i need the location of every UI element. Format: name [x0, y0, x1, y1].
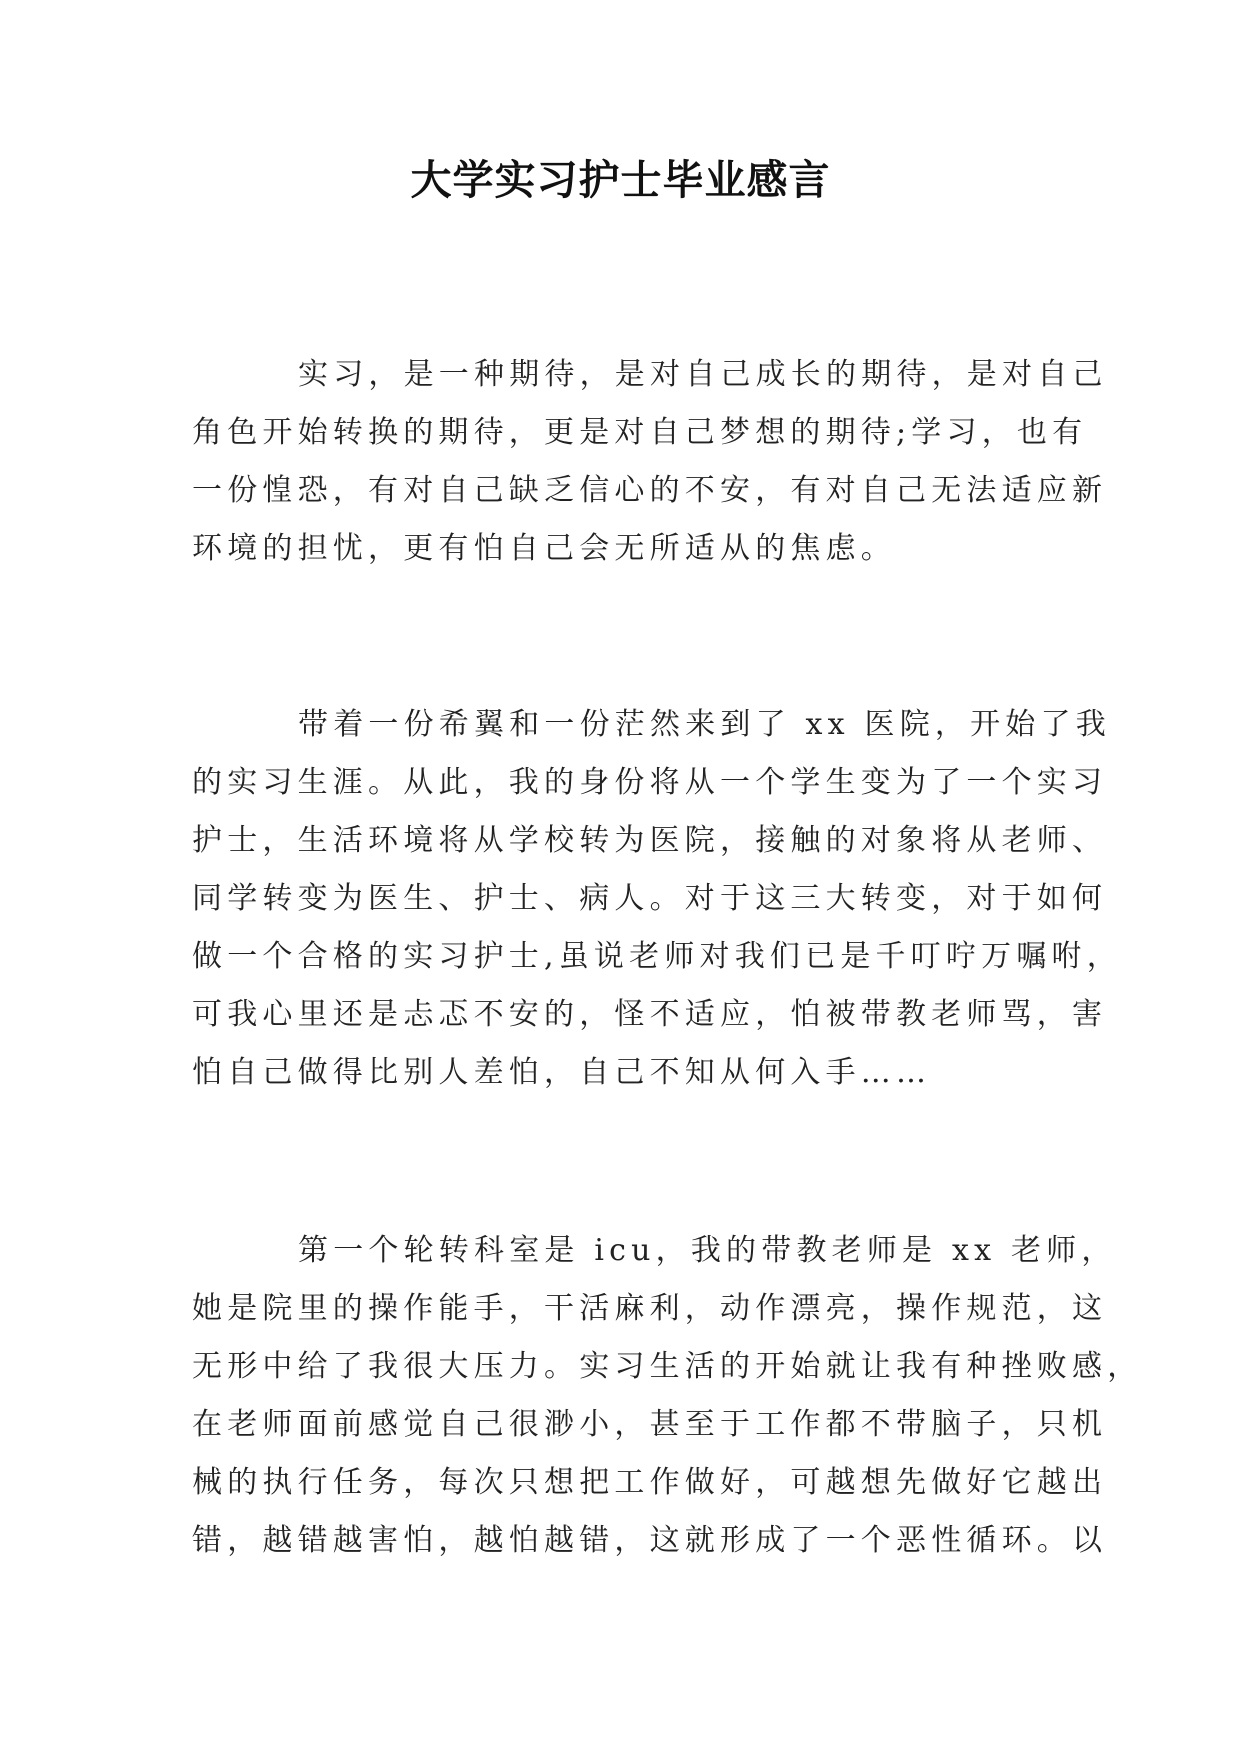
- paragraph-line: 做一个合格的实习护士,虽说老师对我们已是千叮咛万嘱咐，: [192, 939, 1122, 974]
- paragraph-line: 带着一份希翼和一份茫然来到了 xx 医院，开始了我: [298, 707, 1111, 742]
- paragraph-line: 环境的担忧，更有怕自己会无所适从的焦虑。: [192, 531, 896, 566]
- paragraph-line: 第一个轮转科室是 icu，我的带教老师是 xx 老师，: [298, 1233, 1117, 1268]
- paragraph-line: 护士，生活环境将从学校转为医院，接触的对象将从老师、: [192, 823, 1108, 858]
- paragraph-line: 的实习生涯。从此，我的身份将从一个学生变为了一个实习: [192, 765, 1108, 800]
- paragraph-1: [192, 346, 1108, 578]
- paragraph-line: 怕自己做得比别人差怕，自己不知从何入手……: [192, 1055, 932, 1090]
- document-title: 大学实习护士毕业感言: [410, 156, 831, 204]
- paragraph-line: 无形中给了我很大压力。实习生活的开始就让我有种挫败感，: [192, 1349, 1143, 1384]
- paragraph-2: [192, 696, 1122, 1102]
- paragraph-line: 错，越错越害怕，越怕越错，这就形成了一个恶性循环。以: [192, 1523, 1108, 1558]
- paragraph-line: 她是院里的操作能手，干活麻利，动作漂亮，操作规范，这: [192, 1291, 1108, 1326]
- paragraph-line: 械的执行任务，每次只想把工作做好，可越想先做好它越出: [192, 1465, 1108, 1500]
- paragraph-line: 在老师面前感觉自己很渺小，甚至于工作都不带脑子，只机: [192, 1407, 1108, 1442]
- paragraph-line: 可我心里还是忐忑不安的，怪不适应，怕被带教老师骂，害: [192, 997, 1108, 1032]
- paragraph-line: 一份惶恐，有对自己缺乏信心的不安，有对自己无法适应新: [192, 473, 1108, 508]
- paragraph-3: [192, 1222, 1143, 1570]
- paragraph-line: 同学转变为医生、护士、病人。对于这三大转变，对于如何: [192, 881, 1108, 916]
- paragraph-line: 角色开始转换的期待，更是对自己梦想的期待;学习，也有: [192, 415, 1088, 450]
- paragraph-line: 实习，是一种期待，是对自己成长的期待，是对自己: [298, 357, 1108, 392]
